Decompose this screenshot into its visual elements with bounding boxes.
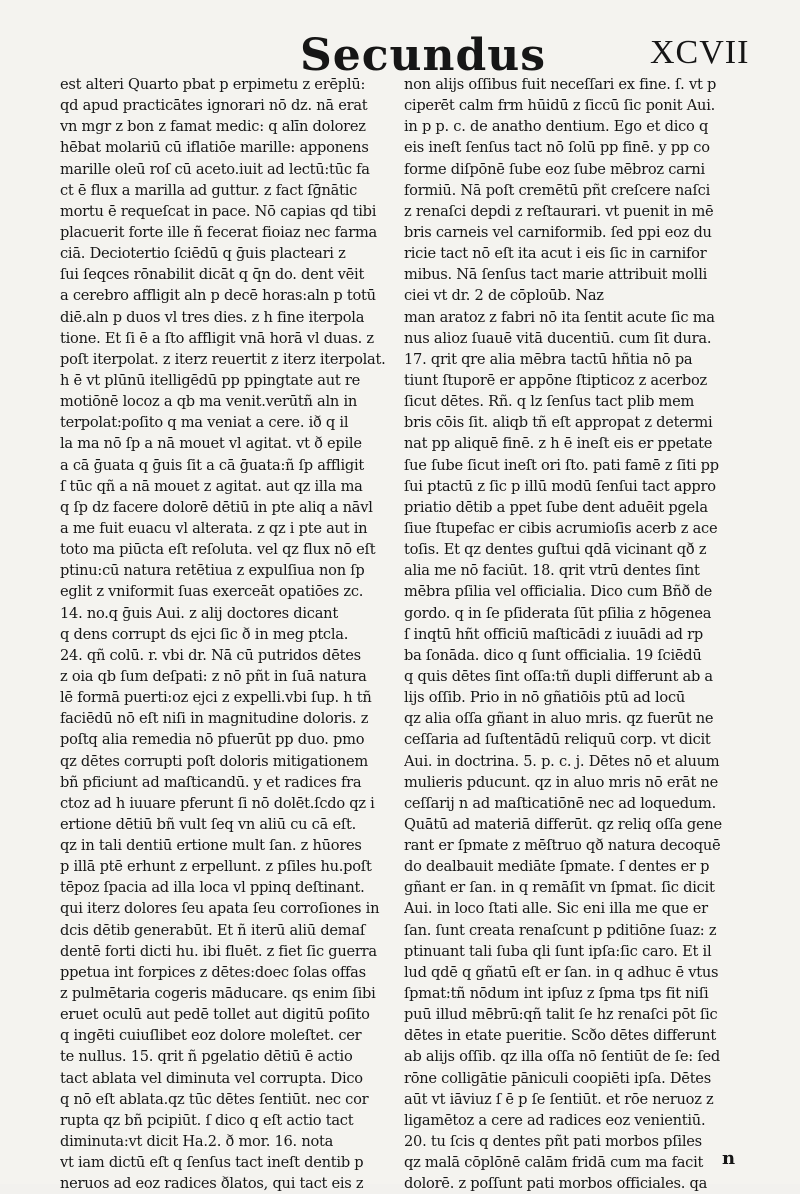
text-line: lijs oſſib. Prio in nō gñatiōis ptū ad locū [404, 689, 686, 707]
text-line: mulieris pducunt. qz in aluo mris nō erāt ne [404, 773, 719, 791]
text-line: q nō eſt ablata.qz tūc dētes ſentiūt. nec cor [60, 1090, 369, 1108]
text-line: mortu ē requeſcat in pace. Nō capias qd tibi [60, 202, 377, 220]
text-line: placuerit forte ille ñ fecerat fioiaz nec farma [60, 223, 377, 241]
text-line: dentē forti dicti hu. ibi fluēt. z fiet ſic guerra [60, 942, 377, 960]
text-line: ſui ſeqces rōnabilit dicāt q q̄n do. dent vēit [60, 266, 365, 284]
text-line: poſt iterpolat. z iterz reuertit z iterz iterpolat. [60, 350, 386, 368]
text-line: motiōnē locoz a qb ma venit.verūtñ aln in [60, 393, 358, 411]
text-line: tēpoz ſpacia ad illa loca vl ppinq deſtinant. [60, 879, 365, 897]
text-line: eruet oculū aut pedē tollet aut digitū poſito [60, 1006, 370, 1024]
text-line: ſiue ſtupefac er cibis acrumioſis acerb z ace [404, 519, 718, 537]
text-line: ptinu:cū natura retētiua z expulſiua non ſp [60, 562, 365, 580]
text-line: diminuta:vt dicit Ha.2. ð mor. 16. nota [60, 1133, 334, 1151]
text-line: ppetua int forpices z dētes:doec ſolas offas [60, 963, 366, 981]
text-line: ciei vt dr. 2 de cōploūb. Naz [404, 287, 604, 305]
text-line: ba ſonāda. dico q ſunt officialia. 19 ſciēdū [404, 646, 702, 664]
text-line: lud qdē q gñatū eſt er ſan. in q adhuc ē vtus [404, 963, 719, 981]
text-line: puū illud mēbrū:qñ talit ſe hz renaſci pōt ſic [404, 1006, 718, 1024]
text-line: toto ma piūcta eſt reſoluta. vel qz flux nō eſt [60, 541, 376, 559]
text-line: ctoz ad h iuuare pferunt ſi nō dolēt.ſcdo qz i [60, 794, 375, 812]
text-line: ſue ſube ſicut ineſt ori ſto. pati famē z ſiti pp [404, 456, 719, 474]
page-title: Secundus [300, 30, 547, 81]
text-line: ertione dētiū bñ vult ſeq vn aliū cu cā eſt. [60, 815, 356, 833]
text-line: est alteri Quarto pbat p erpimetu z erēplū: [60, 76, 366, 93]
text-line: poſtq alia remedia nō pfuerūt pp duo. pmo [60, 731, 365, 749]
text-line: gordo. q in ſe pſiderata ſūt pſilia z hōgenea [404, 604, 712, 622]
text-line: ſ inqtū hñt officiū maſticādi z iuuādi ad rp [404, 625, 703, 643]
text-line: q ingēti cuiuſlibet eoz dolore moleſtet. cer [60, 1027, 362, 1045]
text-line: ligamētoz a cere ad radices eoz venientiū. [404, 1111, 706, 1129]
text-line: a cerebro affligit aln p decē horas:aln p totū [60, 287, 376, 305]
text-line: qz in tali dentiū ertione mult ſan. z hūores [60, 837, 362, 855]
text-line: z pulmētaria cogeris māducare. qs enim ſibi [60, 985, 376, 1003]
text-line: ceſſarij n ad maſticatiōnē nec ad loquedum. [404, 794, 717, 812]
text-line: mēbra pſilia vel officialia. Dico cum Bñð de [404, 583, 713, 601]
text-line: 20. tu ſcis q dentes pñt pati morbos pſiles [404, 1133, 702, 1151]
text-line: la ma nō ſp a nā mouet vl agitat. vt ð epile [60, 435, 362, 453]
text-line: rupta qz bñ pcipiūt. ſ dico q eſt actio tact [60, 1111, 354, 1129]
text-line: z oia qb ſum deſpati: z nō pñt in ſuā natura [60, 667, 367, 685]
text-line: man aratoz z fabri nō ita ſentit acute ſic ma [404, 308, 715, 326]
text-line: Aui. in doctrina. 5. p. c. j. Dētes nō et aluum [404, 752, 720, 770]
text-line: in p p. c. de anatho dentium. Ego et dico q [404, 118, 709, 136]
text-line: lē formā puerti:oz ejci z expelli.vbi ſup. h tñ [60, 689, 372, 707]
text-line: diē.aln p duos vl tres dies. z h fine iterpola [60, 308, 365, 326]
text-line: vt iam dictū eſt q ſenſus tact ineſt dentib p [60, 1154, 364, 1172]
text-line: eis ineſt ſenſus tact nō ſolū pp finē. y pp co [404, 139, 710, 157]
text-line: eglit z vniformit ſuas exerceāt opatiōes zc. [60, 583, 364, 601]
right-text-column [404, 74, 768, 1194]
text-line: nus alioz ſuauē vitā ducentiū. cum ſit dura. [404, 329, 712, 347]
text-line: gñant er ſan. in q remāſit vn ſpmat. ſic dicit [404, 879, 715, 897]
text-line: ſicut dētes. Rñ. q lz ſenſus tact plib mem [404, 393, 695, 411]
text-line: Quātū ad materiā differūt. qz reliq oſſa gene [404, 815, 722, 833]
text-line: ſpmat:tñ nōdum int ipſuz z ſpma tps fit niſi [404, 985, 709, 1003]
text-line: ſan. ſunt creata renaſcunt p pditiōne ſuaz: z [404, 921, 717, 939]
text-line: q quis dētes ſint oſſa:tñ dupli differunt ab a [404, 667, 713, 685]
text-line: terpolat:poſito q ma veniat a cere. ið q il [60, 414, 349, 432]
text-line: qz dētes corrupti poſt doloris mitigationem [60, 752, 369, 770]
text-line: tiunt ſtuporē er appōne ſtipticoz z acerboz [404, 371, 707, 389]
text-line: do dealbauit mediāte ſpmate. ſ dentes er p [404, 858, 710, 876]
text-line: ſui ptactū z ſic p illū modū ſenſui tact appro [404, 477, 716, 495]
text-line: hēbat molariū cū iflatiōe marille: apponens [60, 139, 369, 157]
text-line: a cā ḡuata q ḡuis ſit a cā ḡuata:ñ ſp affligit [60, 456, 364, 474]
folio-number: XCVII [650, 34, 750, 71]
text-line: formiū. Nā poſt cremētū pñt creſcere naſci [404, 181, 710, 199]
text-line: ricie tact nō eſt ita acut i eis ſic in carnifor [404, 245, 707, 263]
text-line: q ſp dz facere dolorē dētiū in pte aliq a nāvl [60, 498, 373, 516]
text-line: qz malā cōplōnē calām fridā cum ma facit [404, 1154, 704, 1172]
text-line: dcis dētib generabūt. Et ñ iterū aliū demaſ [60, 921, 365, 939]
text-line: z renaſci depdi z reſtaurari. vt puenit in mē [404, 202, 714, 220]
text-line: ptinuant tali ſuba qli ſunt ipſa:ſic caro. Et il [404, 942, 712, 960]
text-line: mibus. Nā ſenſus tact marie attribuit molli [404, 266, 708, 284]
left-text-column [60, 74, 405, 1194]
text-line: nat pp aliquē finē. z h ē ineſt eis er ppetate [404, 435, 713, 453]
text-line: tione. Et ſi ē a ſto affligit vnā horā vl duas. z [60, 329, 374, 347]
text-line: priatio dētib a ppet ſube dent aduēit pgela [404, 498, 708, 516]
text-line: dolorē. z poſſunt pati morbos officiales. qa [404, 1175, 708, 1193]
text-line: forme diſpōnē ſube eoz ſube mēbroz carni [404, 160, 705, 178]
text-line: h ē vt plūnū itelligēdū pp ppingtate aut re [60, 371, 361, 389]
text-line: vn mgr z bon z famat medic: q alīn dolorez [60, 118, 366, 136]
text-line: rōne colligātie pāniculi coopiēti ipſa. Dētes [404, 1069, 711, 1087]
text-line: toſis. Et qz dentes guſtui qdā vicinant qð z [404, 541, 707, 559]
text-line: ciperēt calm frm hūidū z ſiccū ſic ponit Aui. [404, 97, 716, 115]
text-line: te nullus. 15. qrit ñ pgelatio dētiū ē actio [60, 1048, 353, 1066]
text-line: marille oleū roſ cū aceto.iuit ad lectū:tūc fa [60, 160, 370, 178]
text-line: ciā. Deciotertio ſciēdū q ḡuis placteari z [60, 245, 346, 263]
text-line: Aui. in loco ſtati alle. Sic eni illa me que er [404, 900, 708, 918]
text-line: dētes in etate pueritie. Scðo dētes differunt [404, 1027, 716, 1045]
text-line: 17. qrit qre alia mēbra tactū hñtia nō pa [404, 350, 693, 368]
text-line: 14. no.q ḡuis Aui. z alij doctores dicant [60, 604, 338, 622]
text-line: a me fuit euacu vl alterata. z qz i pte aut in [60, 519, 368, 537]
text-line: non alijs oſſibus fuit neceſſari ex fine. ſ. vt p [404, 76, 717, 93]
text-line: ſ tūc qñ a nā mouet z agitat. aut qz illa ma [60, 477, 363, 495]
text-line: q dens corrupt ds ejci ſic ð in meg ptcla. [60, 625, 349, 643]
text-line: alia me nō faciūt. 18. qrit vtrū dentes ſint [404, 562, 700, 580]
text-line: qui iterz dolores ſeu apata ſeu corroſiones in [60, 900, 380, 918]
text-line: qd apud practicātes ignorari nō dz. nā erat [60, 97, 368, 115]
text-line: bris carneis vel carniformib. ſed ppi eoz du [404, 223, 712, 241]
text-line: p illā ptē erhunt z erpellunt. z pſiles hu.poſt [60, 858, 372, 876]
text-line: tact ablata vel diminuta vel corrupta. Dico [60, 1069, 363, 1087]
text-line: 24. qñ colū. r. vbi dr. Nā cū putridos dētes [60, 646, 361, 664]
text-line: bris cōis ſit. aliqb tñ eſt appropat z determi [404, 414, 713, 432]
text-line: bñ pficiunt ad maſticandū. y et radices fra [60, 773, 362, 791]
text-line: ct ē flux a marilla ad guttur. z fact ſḡnātic [60, 181, 358, 199]
text-line: rant er ſpmate z mēſtruo qð natura decoquē [404, 837, 721, 855]
signature-mark: n [722, 1148, 736, 1169]
text-line: neruos ad eoz radices ðlatos, qui tact eis z [60, 1175, 364, 1193]
text-line: qz alia oſſa gñant in aluo mris. qz fuerūt ne [404, 710, 714, 728]
text-line: aūt vt iāviuz ſ ē p ſe ſentiūt. et rōe neruoz z [404, 1090, 714, 1108]
text-line: ceſſaria ad ſuſtentādū reliquū corp. vt dicit [404, 731, 711, 749]
text-line: ab alijs oſſib. qz illa oſſa nō ſentiūt de ſe: ſed [404, 1048, 720, 1066]
text-line: faciēdū nō eſt niſi in magnitudine doloris. z [60, 710, 369, 728]
